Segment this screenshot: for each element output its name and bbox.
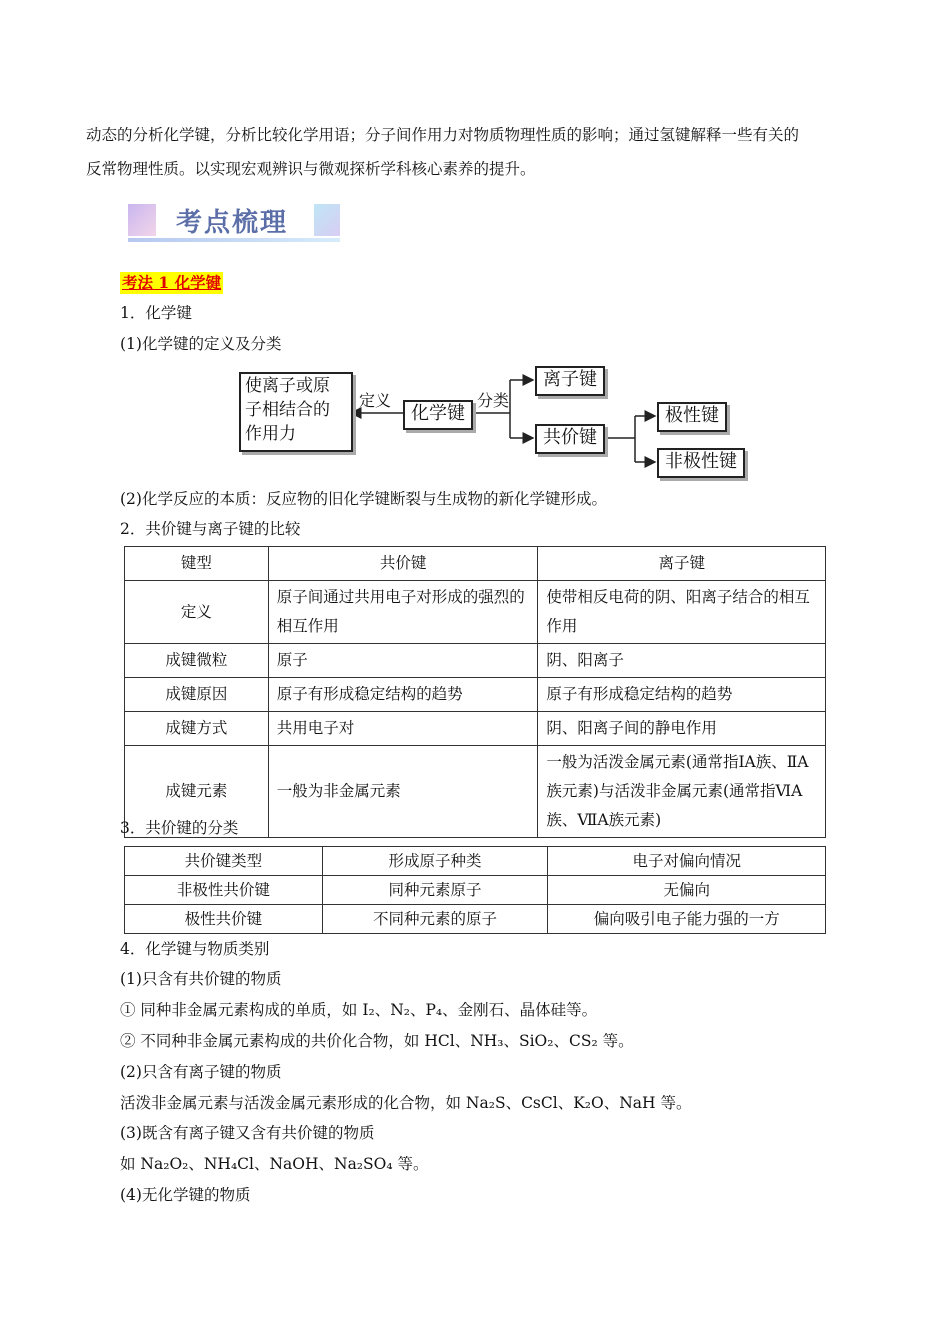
ionic-cell: 使带相反电荷的阴、阳离子结合的相互作用 (538, 581, 826, 644)
section-heading: 考法 1 化学键 (122, 273, 222, 292)
ionic-bond-box: 离子键 (535, 366, 605, 396)
table-header-row (125, 847, 826, 876)
table-cell: 不同种元素的原子 (322, 905, 548, 934)
covalent-classification-table (124, 846, 826, 934)
item-4-title: 4．化学键与物质类别 (120, 940, 270, 958)
chemical-bond-box: 化学键 (403, 400, 473, 430)
ionic-cell: 阴、阳离子 (538, 644, 826, 678)
item-1-2-text: (2)化学反应的本质：反应物的旧化学键断裂与生成物的新化学键形成。 (120, 490, 607, 508)
covalent-cell: 原子间通过共用电子对形成的强烈的相互作用 (268, 581, 538, 644)
table-header-cell: 电子对偏向情况 (548, 847, 826, 876)
section-banner (128, 200, 340, 242)
item-1-title: 1．化学键 (120, 304, 192, 322)
covalent-cell: 一般为非金属元素 (268, 746, 538, 838)
nonpolar-bond-box: 非极性键 (657, 448, 745, 478)
intro-line-1: 动态的分析化学键，分析比较化学用语；分子间作用力对物质物理性质的影响；通过氢键解释一些有关的 (86, 126, 800, 144)
ionic-cell: 一般为活泼金属元素(通常指ⅠA族、ⅡA族元素)与活泼非金属元素(通常指ⅥA族、ⅦA族元素) (538, 746, 826, 838)
row-label: 成键元素 (125, 746, 269, 838)
classify-label: 分类 (477, 391, 510, 410)
covalent-cell: 共用电子对 (268, 712, 538, 746)
table-row (125, 905, 826, 934)
banner-decoration-left (128, 204, 156, 236)
table-row (125, 678, 826, 712)
item-2-title: 2．共价键与离子键的比较 (120, 520, 301, 538)
item-4-2-a: 活泼非金属元素与活泼金属元素形成的化合物，如 Na₂S、CsCl、K₂O、NaH 等。 (120, 1094, 692, 1112)
table-header-cell: 共价键类型 (125, 847, 323, 876)
row-label: 成键微粒 (125, 644, 269, 678)
item-4-1-title: (1)只含有共价键的物质 (120, 970, 282, 988)
table-row (125, 876, 826, 905)
table-cell: 极性共价键 (125, 905, 323, 934)
item-1-1-title: (1)化学键的定义及分类 (120, 335, 282, 353)
table-cell: 偏向吸引电子能力强的一方 (548, 905, 826, 934)
table-header-cell: 形成原子种类 (322, 847, 548, 876)
row-label: 成键原因 (125, 678, 269, 712)
table-row (125, 581, 826, 644)
banner-decoration-right (314, 204, 340, 236)
ionic-cell: 阴、阳离子间的静电作用 (538, 712, 826, 746)
polar-bond-box: 极性键 (657, 402, 727, 432)
table-row (125, 712, 826, 746)
definition-box (239, 372, 353, 452)
definition-box-line-3: 作用力 (245, 424, 296, 444)
covalent-cell: 原子 (268, 644, 538, 678)
table-cell: 同种元素原子 (322, 876, 548, 905)
table-header-cell: 离子键 (538, 547, 826, 581)
table-cell: 无偏向 (548, 876, 826, 905)
table-header-cell: 共价键 (268, 547, 538, 581)
item-4-1-a: ① 同种非金属元素构成的单质，如 I₂、N₂、P₄、金刚石、晶体硅等。 (120, 1001, 598, 1019)
definition-box-line-2: 子相结合的 (245, 400, 330, 420)
intro-line-2: 反常物理性质。以实现宏观辨识与微观探析学科核心素养的提升。 (86, 160, 536, 178)
covalent-cell: 原子有形成稳定结构的趋势 (268, 678, 538, 712)
item-4-4-title: (4)无化学键的物质 (120, 1186, 251, 1204)
chemical-bond-diagram (235, 360, 755, 485)
item-4-3-title: (3)既含有离子键又含有共价键的物质 (120, 1124, 375, 1142)
table-header-cell: 键型 (125, 547, 269, 581)
item-4-2-title: (2)只含有离子键的物质 (120, 1063, 282, 1081)
table-cell: 非极性共价键 (125, 876, 323, 905)
covalent-bond-box: 共价键 (535, 424, 605, 454)
banner-title: 考点梳理 (176, 208, 289, 238)
table-header-row (125, 547, 826, 581)
item-4-1-b: ② 不同种非金属元素构成的共价化合物，如 HCl、NH₃、SiO₂、CS₂ 等。 (120, 1032, 634, 1050)
intro-paragraph (86, 118, 876, 186)
definition-box-line-1: 使离子或原 (245, 376, 330, 396)
row-label: 定义 (125, 581, 269, 644)
item-3-title: 3．共价键的分类 (120, 819, 239, 837)
item-4-3-a: 如 Na₂O₂、NH₄Cl、NaOH、Na₂SO₄ 等。 (120, 1155, 429, 1173)
define-label: 定义 (359, 391, 392, 410)
table-row (125, 644, 826, 678)
row-label: 成键方式 (125, 712, 269, 746)
ionic-cell: 原子有形成稳定结构的趋势 (538, 678, 826, 712)
bond-comparison-table (124, 546, 826, 838)
